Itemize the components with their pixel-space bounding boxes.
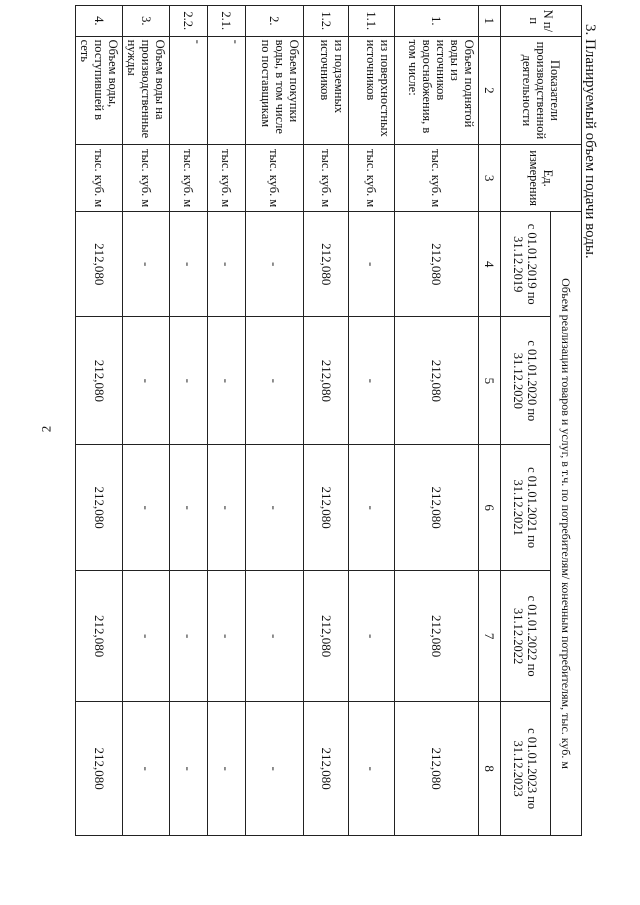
row-unit: тыс. куб. м [123,145,170,212]
row-value: - [208,702,246,836]
row-name: - [208,36,246,145]
row-value: 212,080 [76,570,123,701]
row-value: - [170,702,208,836]
row-value: 212,080 [395,212,479,317]
row-value: - [170,570,208,701]
header-unit: Ед. измерения [501,145,582,212]
table-row [170,6,208,836]
row-value: 212,080 [395,702,479,836]
section-title: 3. Планируемый объем подачи воды. [582,24,598,259]
page-number: 2 [38,425,54,433]
header-group: Объем реализации товаров и услуг, в т.ч. по потребителям/ конечным потребителям, тыс. куб. м [551,212,582,836]
row-value: - [246,445,304,571]
row-num: 3. [123,6,170,37]
table-row [349,6,395,836]
row-value: - [349,212,395,317]
row-value: 212,080 [76,445,123,571]
row-name: Объем воды, поступившей в сеть [76,36,123,145]
row-value: 212,080 [304,445,349,571]
header-period: с 01.01.2019 по 31.12.2019 [501,212,551,317]
row-unit: тыс. куб. м [246,145,304,212]
row-num: 2.1. [208,6,246,37]
table-row [304,6,349,836]
row-value: 212,080 [395,570,479,701]
table-row [246,6,304,836]
row-value: 212,080 [76,317,123,445]
row-value: - [349,702,395,836]
row-value: - [246,317,304,445]
column-number: 6 [479,445,501,571]
row-unit: тыс. куб. м [76,145,123,212]
water-supply-table [75,5,582,836]
table-row [123,6,170,836]
row-value: - [123,702,170,836]
row-name: из поверхностных источников [349,36,395,145]
column-number: 3 [479,145,501,212]
row-value: - [123,212,170,317]
row-value: 212,080 [304,702,349,836]
column-number: 4 [479,212,501,317]
row-unit: тыс. куб. м [208,145,246,212]
row-value: - [246,570,304,701]
row-value: - [170,212,208,317]
table-row [208,6,246,836]
column-number-row [479,6,501,836]
row-value: - [208,317,246,445]
header-row-1 [551,6,582,836]
row-value: 212,080 [76,702,123,836]
row-value: - [246,702,304,836]
header-period: с 01.01.2022 по 31.12.2022 [501,570,551,701]
row-name: - [170,36,208,145]
row-name: Объем воды на производственные нужды [123,36,170,145]
row-num: 1. [395,6,479,37]
header-num: N п/п [501,6,582,37]
column-number: 8 [479,702,501,836]
row-value: 212,080 [395,317,479,445]
row-value: - [349,570,395,701]
row-unit: тыс. куб. м [170,145,208,212]
row-value: - [208,445,246,571]
header-period: с 01.01.2023 по 31.12.2023 [501,702,551,836]
row-num: 4. [76,6,123,37]
column-number: 5 [479,317,501,445]
row-value: - [208,570,246,701]
row-value: - [123,570,170,701]
row-num: 2. [246,6,304,37]
row-unit: тыс. куб. м [395,145,479,212]
row-num: 2.2. [170,6,208,37]
row-value: 212,080 [304,570,349,701]
table-row [395,6,479,836]
row-unit: тыс. куб. м [349,145,395,212]
row-value: - [349,445,395,571]
row-value: - [123,317,170,445]
row-value: - [170,445,208,571]
header-period: с 01.01.2020 по 31.12.2020 [501,317,551,445]
row-name: из подземных источников [304,36,349,145]
row-value: - [123,445,170,571]
row-num: 1.1. [349,6,395,37]
header-period: с 01.01.2021 по 31.12.2021 [501,445,551,571]
row-value: - [170,317,208,445]
row-value: 212,080 [304,212,349,317]
column-number: 2 [479,36,501,145]
row-value: - [349,317,395,445]
row-unit: тыс. куб. м [304,145,349,212]
row-name: Объем покупки воды, в том числе по поставщикам [246,36,304,145]
row-value: - [208,212,246,317]
row-value: 212,080 [304,317,349,445]
row-num: 1.2. [304,6,349,37]
column-number: 7 [479,570,501,701]
table-row [76,6,123,836]
column-number: 1 [479,6,501,37]
row-value: 212,080 [395,445,479,571]
row-value: 212,080 [76,212,123,317]
row-name: Объем поднятой воды из источников водоснабжения, в том числе: [395,36,479,145]
header-indicator: Показатели производственной деятельности [501,36,582,145]
row-value: - [246,212,304,317]
